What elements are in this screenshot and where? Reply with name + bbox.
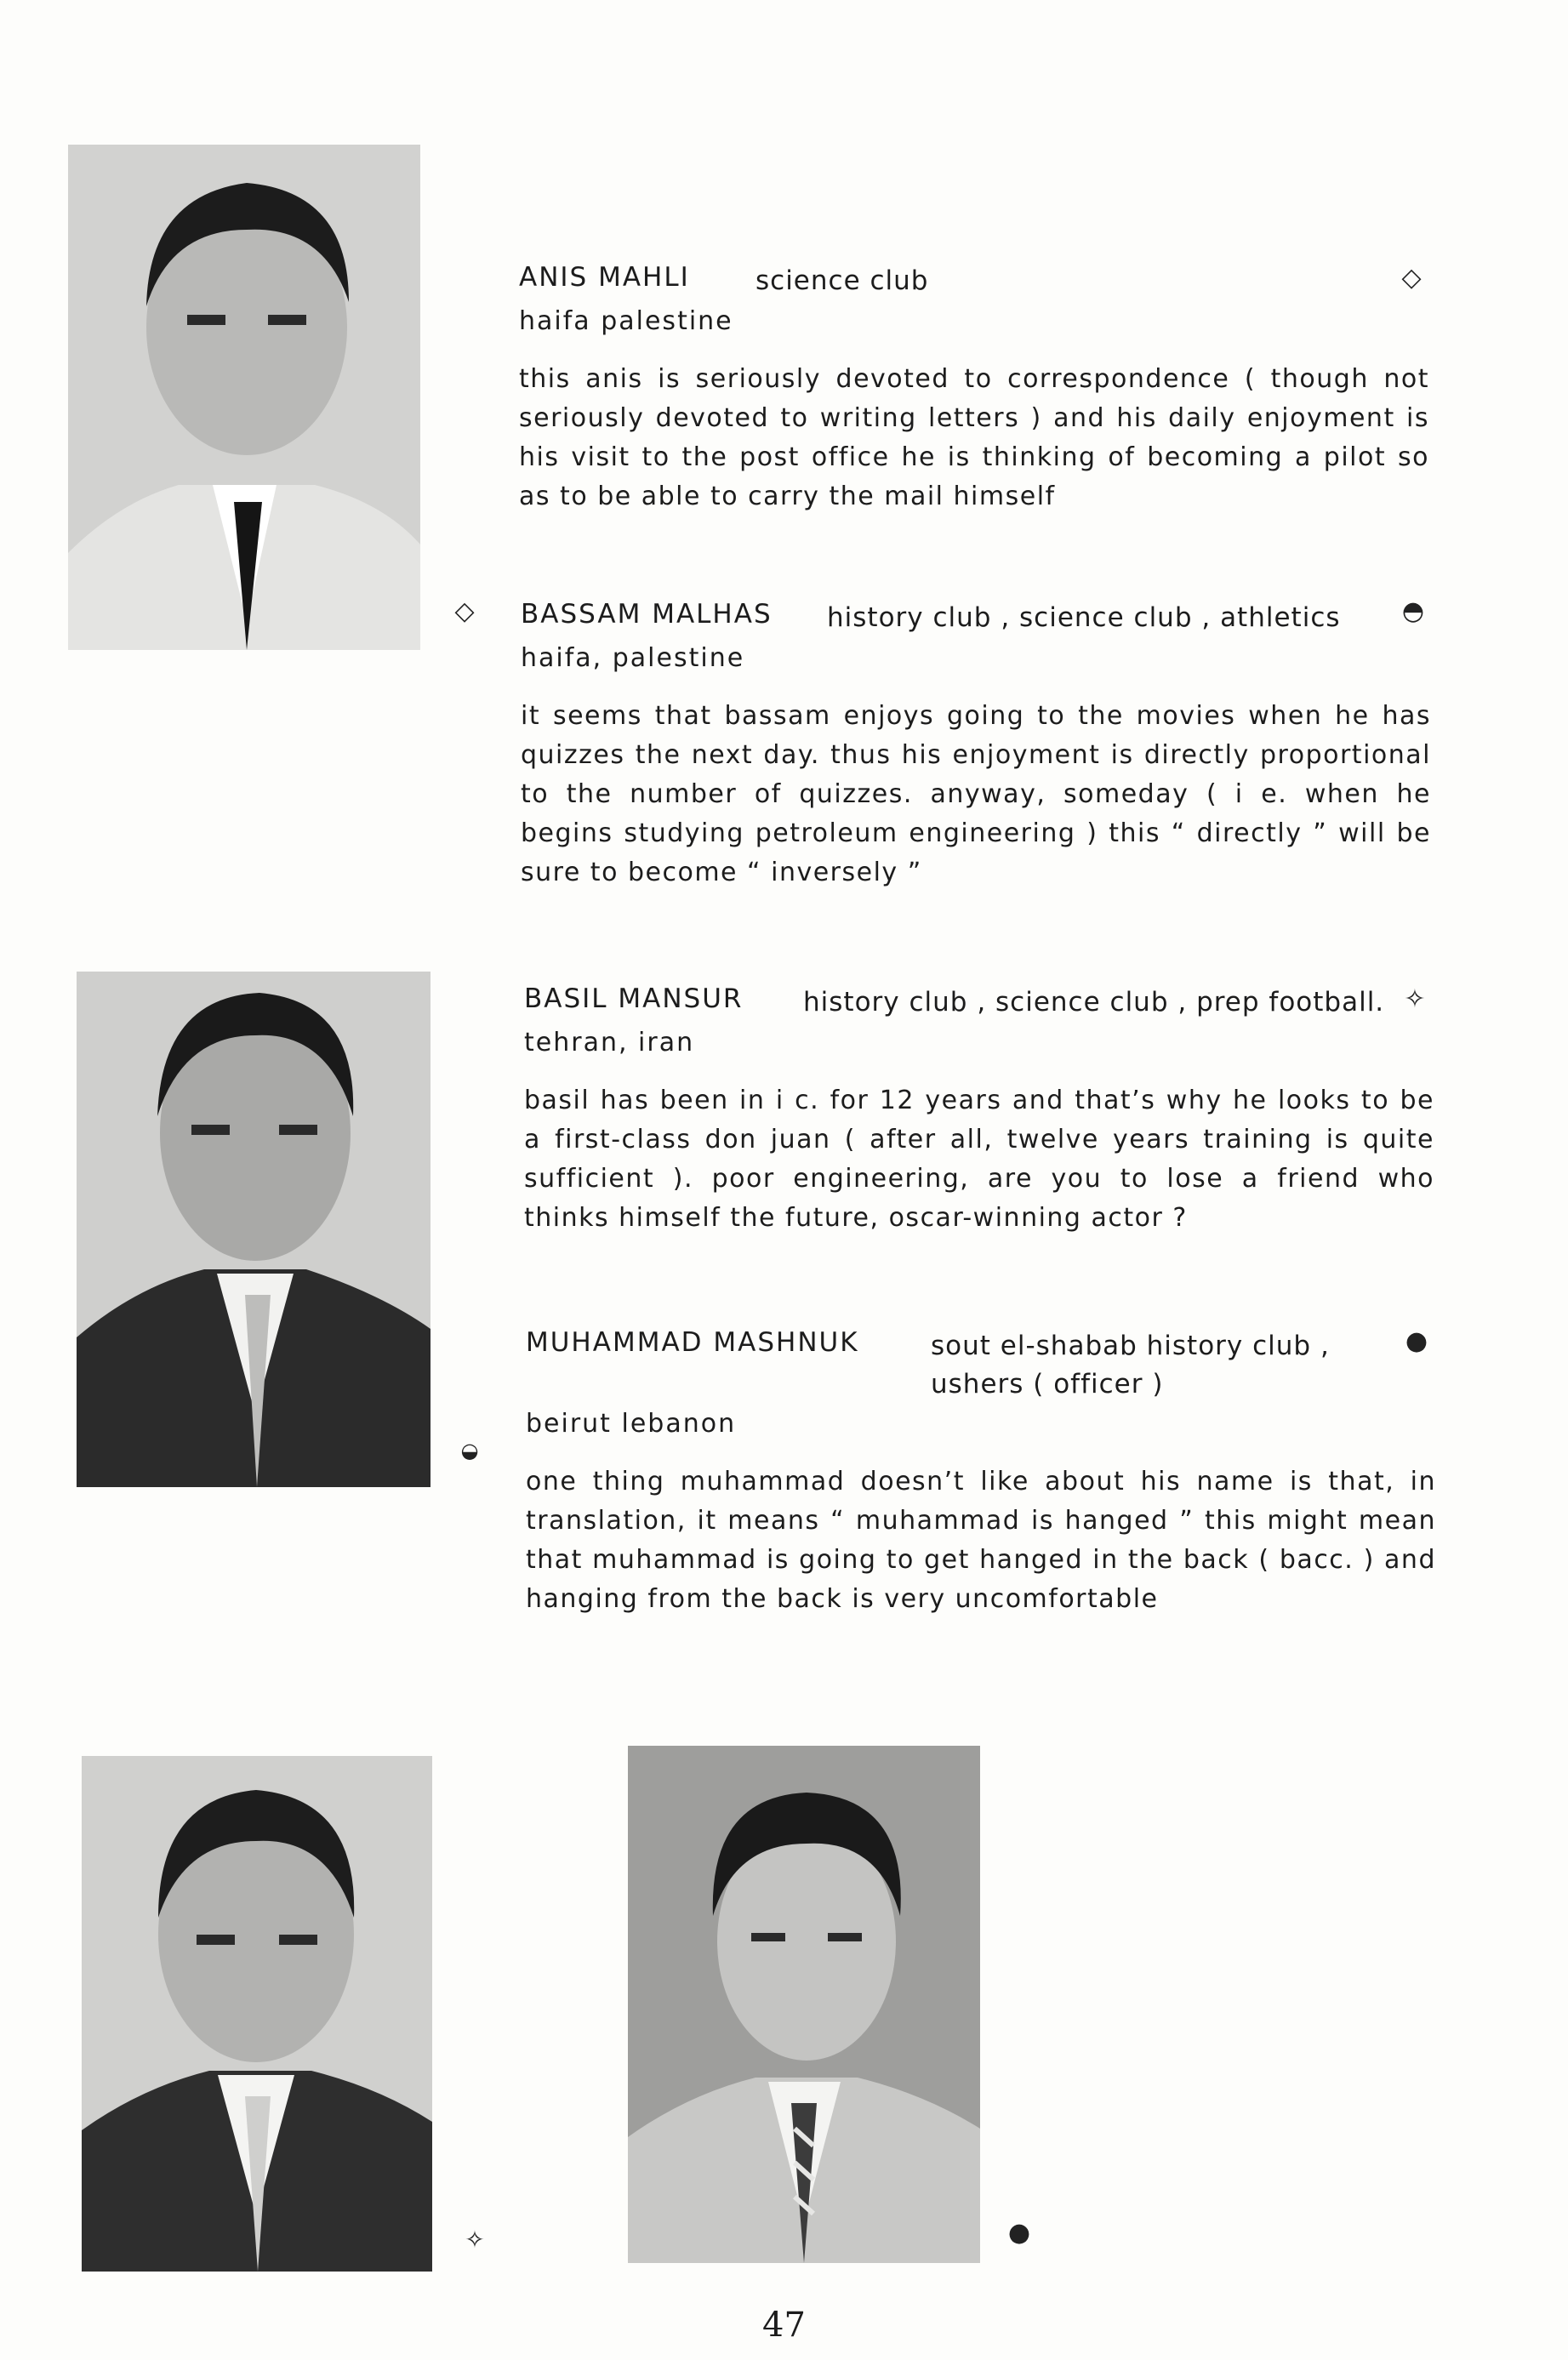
student-clubs-line1: sout el-shabab history club , [931, 1331, 1330, 1361]
student-name: MUHAMMAD MASHNUK [526, 1327, 859, 1358]
portrait-photo-bottom-right [628, 1746, 980, 2263]
student-clubs-line2: ushers ( officer ) [931, 1369, 1164, 1399]
entry-header [519, 262, 1429, 306]
student-name: BASIL MANSUR [524, 983, 744, 1014]
half-circle-icon: ◒ [460, 1439, 479, 1462]
portrait-anis-image [68, 145, 420, 650]
portrait-photo-bottom-left [82, 1756, 432, 2272]
student-bio: this anis is seriously devoted to correspondence ( though not seriously devoted to writing letters ) and his daily enjoyment is his visit to the post office he is thinking of becoming a pilot so as to be able to carry the mail himself [519, 364, 1429, 511]
student-hometown: haifa palestine [519, 306, 733, 336]
student-clubs: history club , science club , athletics [827, 602, 1341, 633]
student-bio: basil has been in i c. for 12 years and that’s why he looks to be a first-class don juan ( after all, twelve years training is quite sufficient ). poor engineering, are you to lose a friend who thinks himself the future, oscar-winning actor ? [524, 1086, 1434, 1233]
student-hometown: haifa, palestine [521, 643, 745, 673]
entry-header [526, 1327, 1436, 1409]
student-name: BASSAM MALHAS [521, 599, 773, 630]
student-hometown: tehran, iran [524, 1028, 695, 1057]
portrait-basil-image [77, 972, 430, 1487]
entry-header [524, 983, 1434, 1028]
student-bio: it seems that bassam enjoys going to the movies when he has quizzes the next day. thus his enjoyment is directly proportional to the number of quizzes. anyway, someday ( i e. when he begins studying petroleum engineering ) this “ directly ” will be sure to become “ inversely ” [521, 701, 1431, 887]
portrait-bottom-right-image [628, 1746, 980, 2263]
page-number: 47 [762, 2306, 806, 2345]
entry-bassam-malhas [521, 596, 1431, 892]
entry-basil-mansur [524, 983, 1434, 1238]
sparkle-icon: ✧ [1404, 984, 1428, 1014]
half-circle-icon: ◓ [1401, 596, 1427, 626]
student-name: ANIS MAHLI [519, 262, 690, 293]
filled-circle-icon: ● [1405, 1326, 1430, 1356]
student-bio: one thing muhammad doesn’t like about his name is that, in translation, it means “ muhammad is hanged ” this might mean that muhammad is going to get hanged in the back ( bacc. ) and hanging from the back is very uncomfortable [526, 1467, 1436, 1614]
entry-anis-mahli [519, 262, 1429, 516]
diamond-icon: ◇ [454, 596, 475, 626]
student-hometown: beirut lebanon [526, 1409, 737, 1439]
filled-circle-icon: ● [1007, 2218, 1031, 2248]
diamond-icon: ◇ [1401, 263, 1423, 293]
student-clubs: history club , science club , prep football. [803, 987, 1385, 1018]
portrait-bottom-left-image [82, 1756, 432, 2272]
student-clubs: science club [755, 265, 929, 296]
student-clubs [931, 1327, 1330, 1404]
portrait-photo-anis-mahli [68, 145, 420, 650]
sparkle-icon: ✧ [465, 2226, 485, 2254]
entry-header [521, 596, 1431, 643]
portrait-photo-basil-mansur [77, 972, 430, 1487]
entry-muhammad-mashnuk [526, 1327, 1436, 1619]
